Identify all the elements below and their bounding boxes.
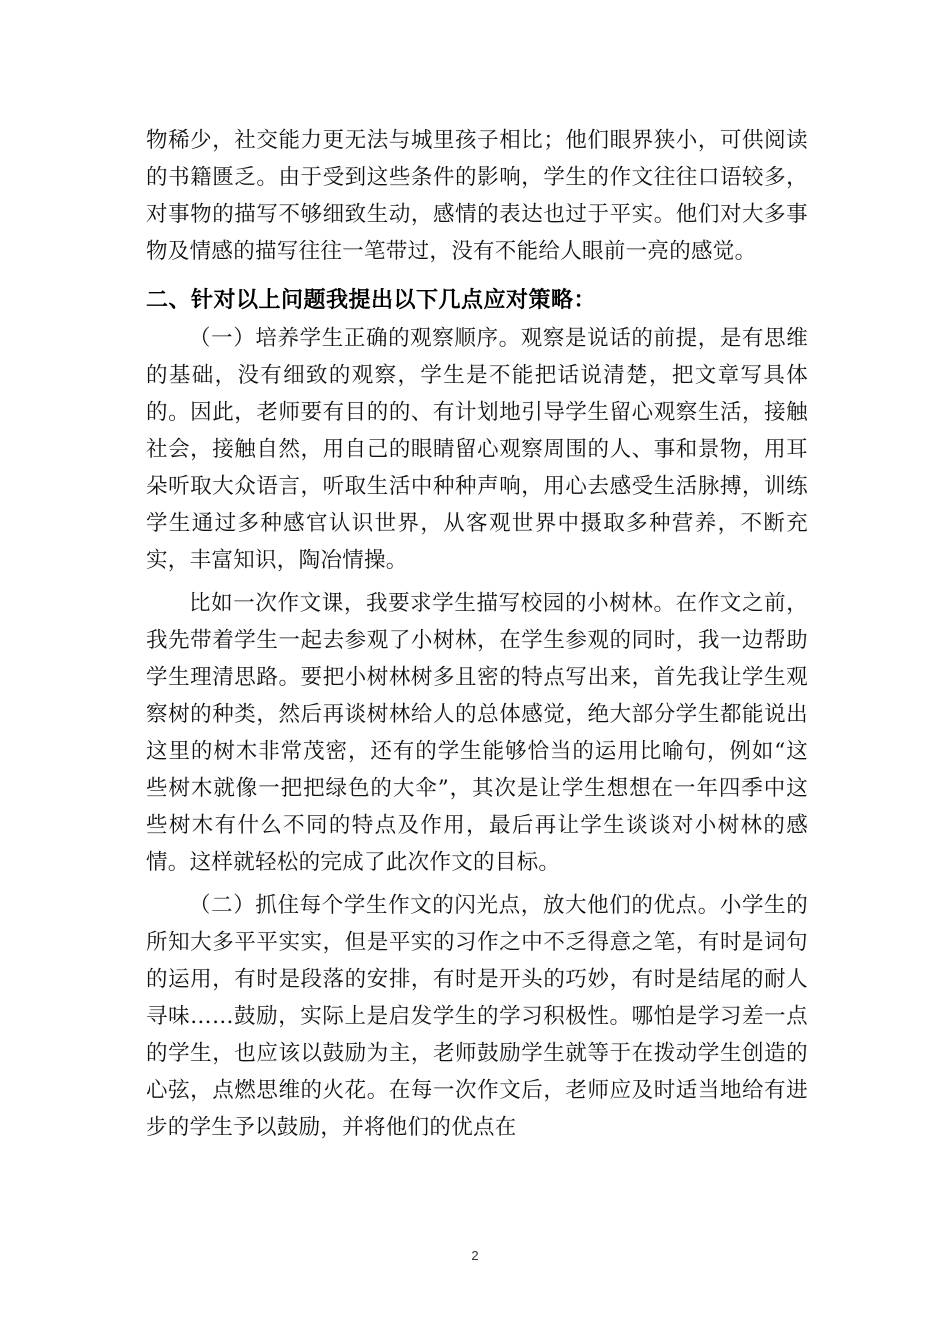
paragraph-strategy-two: （二）抓住每个学生作文的闪光点，放大他们的优点。小学生的所知大多平平实实，但是平实的习作之中不乏得意之笔，有时是词句的运用，有时是段落的安排，有时是开头的巧妙，有时是结尾的耐人寻味……鼓励，实际上是启发学生的学习积极性。哪怕是学习差一点的学生，也应该以鼓励为主，老师鼓励学生就等于在拨动学生创造的心弦，点燃思维的火花。在每一次作文后，老师应及时适当地给有进步的学生予以鼓励，并将他们的优点在 bbox=[146, 893, 808, 1140]
section-heading: 二、针对以上问题我提出以下几点应对策略： bbox=[146, 288, 597, 313]
paragraph-strategy-one: （一）培养学生正确的观察顺序。观察是说话的前提，是有思维的基础，没有细致的观察，学生是不能把话说清楚，把文章写具体的。因此，老师要有目的的、有计划地引导学生留心观察生活，接触社会，接触自然，用自己的眼睛留心观察周围的人、事和景物，用耳朵听取大众语言，听取生活中种种声响，用心去感受生活脉搏，训练学生通过多种感官认识世界，从客观世界中摄取多种营养，不断充实，丰富知识，陶冶情操。 bbox=[146, 326, 808, 573]
document-body bbox=[146, 122, 808, 1146]
paragraph-continuation: 物稀少，社交能力更无法与城里孩子相比；他们眼界狭小，可供阅读的书籍匮乏。由于受到这些条件的影响，学生的作文往往口语较多，对事物的描写不够细致生动，感情的表达也过于平实。他们对大多事物及情感的描写往往一笔带过，没有不能给人眼前一亮的感觉。 bbox=[146, 128, 808, 264]
paragraph-example: 比如一次作文课，我要求学生描写校园的小树林。在作文之前，我先带着学生一起去参观了小树林，在学生参观的同时，我一边帮助学生理清思路。要把小树林树多且密的特点写出来，首先我让学生观察树的种类，然后再谈树林给人的总体感觉，绝大部分学生都能说出这里的树木非常茂密，还有的学生能够恰当的运用比喻句，例如“这些树木就像一把把绿色的大伞”，其次是让学生想想在一年四季中这些树木有什么不同的特点及作用，最后再让学生谈谈对小树林的感情。这样就轻松的完成了此次作文的目标。 bbox=[146, 591, 808, 875]
page-number: 2 bbox=[471, 1248, 479, 1263]
